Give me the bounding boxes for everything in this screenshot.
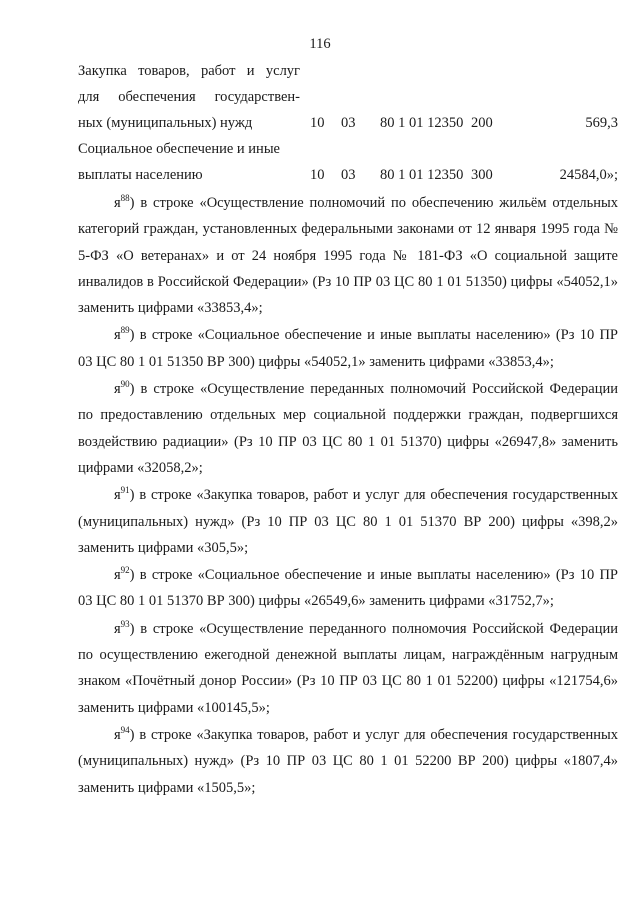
table-row <box>78 162 618 188</box>
amendment-paragraph <box>78 190 618 321</box>
amendment-text: ) в строке «Осуществление полномочий по обеспечению жильём отдельных категорий граждан, установленных федеральными законами от 12 января 1995 года № 5-ФЗ «О ветеранах» и от 24 ноября 1995 года № 181-ФЗ «О социальной защите инвалидов в Российской Федерации» (Рз 10 ПР 03 ЦС 80 1 01 51350) цифры «54052,1» заменить цифрами «33853,4»; <box>78 195 618 317</box>
amendment-paragraph <box>78 562 618 615</box>
target-code: 80 1 01 12350 <box>380 167 464 183</box>
amendment-paragraph <box>78 322 618 375</box>
item-number: 93 <box>120 618 130 629</box>
item-number: 92 <box>120 565 130 576</box>
subsection-code: 03 <box>341 167 356 183</box>
item-letter: я <box>114 327 121 344</box>
item-number: 90 <box>120 379 130 390</box>
budget-table <box>78 58 618 188</box>
amount: 569,3 <box>585 115 618 131</box>
table-row <box>78 110 618 136</box>
item-letter: я <box>114 381 121 398</box>
amendment-text: ) в строке «Осуществление переданных полномочий Российской Федерации по предоставлению отдельных мер социальной поддержки граждан, подвергшихся воздействию радиации» (Рз 10 ПР 03 ЦС 80 1 01 51370) цифры «26947,8» заменить цифрами «32058,2»; <box>78 381 618 476</box>
amendment-paragraph <box>78 482 618 561</box>
item-letter: я <box>114 487 121 504</box>
item-number: 89 <box>120 325 130 336</box>
amendment-text: ) в строке «Закупка товаров, работ и услуг для обеспечения государственных (муниципальных) нужд» (Рз 10 ПР 03 ЦС 80 1 01 51370 ВР 200) цифры «398,2» заменить цифрами «305,5»; <box>78 487 618 556</box>
table-row <box>78 58 618 84</box>
expense-type-code: 300 <box>471 167 493 183</box>
amendment-text: ) в строке «Социальное обеспечение и иные выплаты населению» (Рз 10 ПР 03 ЦС 80 1 01 51370 ВР 300) цифры «26549,6» заменить цифрами «31752,7»; <box>78 567 618 610</box>
item-number: 91 <box>120 485 130 496</box>
row-name: ных (муниципальных) нужд <box>78 115 253 131</box>
subsection-code: 03 <box>341 115 356 131</box>
row-name: Закупка товаров, работ и услуг <box>78 63 300 79</box>
item-letter: я <box>114 620 121 637</box>
table-row <box>78 136 618 162</box>
item-number: 88 <box>120 193 130 203</box>
amendment-paragraph <box>78 376 618 481</box>
section-code: 10 <box>310 115 325 131</box>
row-name: Социальное обеспечение и иные <box>78 141 280 157</box>
row-name: выплаты населению <box>78 167 203 183</box>
amount: 24584,0»; <box>559 167 618 183</box>
item-number: 94 <box>120 724 130 735</box>
section-code: 10 <box>310 167 325 183</box>
amendment-list <box>78 190 618 802</box>
amendment-paragraph <box>78 616 618 721</box>
amendment-text: ) в строке «Социальное обеспечение и иные выплаты населению» (Рз 10 ПР 03 ЦС 80 1 01 51350 ВР 300) цифры «54052,1» заменить цифрами «33853,4»; <box>78 327 618 370</box>
table-row <box>78 84 618 110</box>
row-name: для обеспечения государствен- <box>78 89 300 105</box>
item-letter: я <box>114 195 121 211</box>
amendment-paragraph <box>78 722 618 801</box>
target-code: 80 1 01 12350 <box>380 115 464 131</box>
item-letter: я <box>114 726 121 743</box>
expense-type-code: 200 <box>471 115 493 131</box>
page-number: 116 <box>309 36 331 52</box>
amendment-text: ) в строке «Закупка товаров, работ и услуг для обеспечения государственных (муниципальных) нужд» (Рз 10 ПР 03 ЦС 80 1 01 52200 ВР 200) цифры «1807,4» заменить цифрами «1505,5»; <box>78 726 618 796</box>
item-letter: я <box>114 567 121 584</box>
amendment-text: ) в строке «Осуществление переданного полномочия Российской Федерации по осуществлению ежегодной денежной выплаты лицам, награждённым нагрудным знаком «Почётный донор России» (Рз 10 ПР 03 ЦС 80 1 01 52200) цифры «121754,6» заменить цифрами «100145,5»; <box>78 620 618 716</box>
